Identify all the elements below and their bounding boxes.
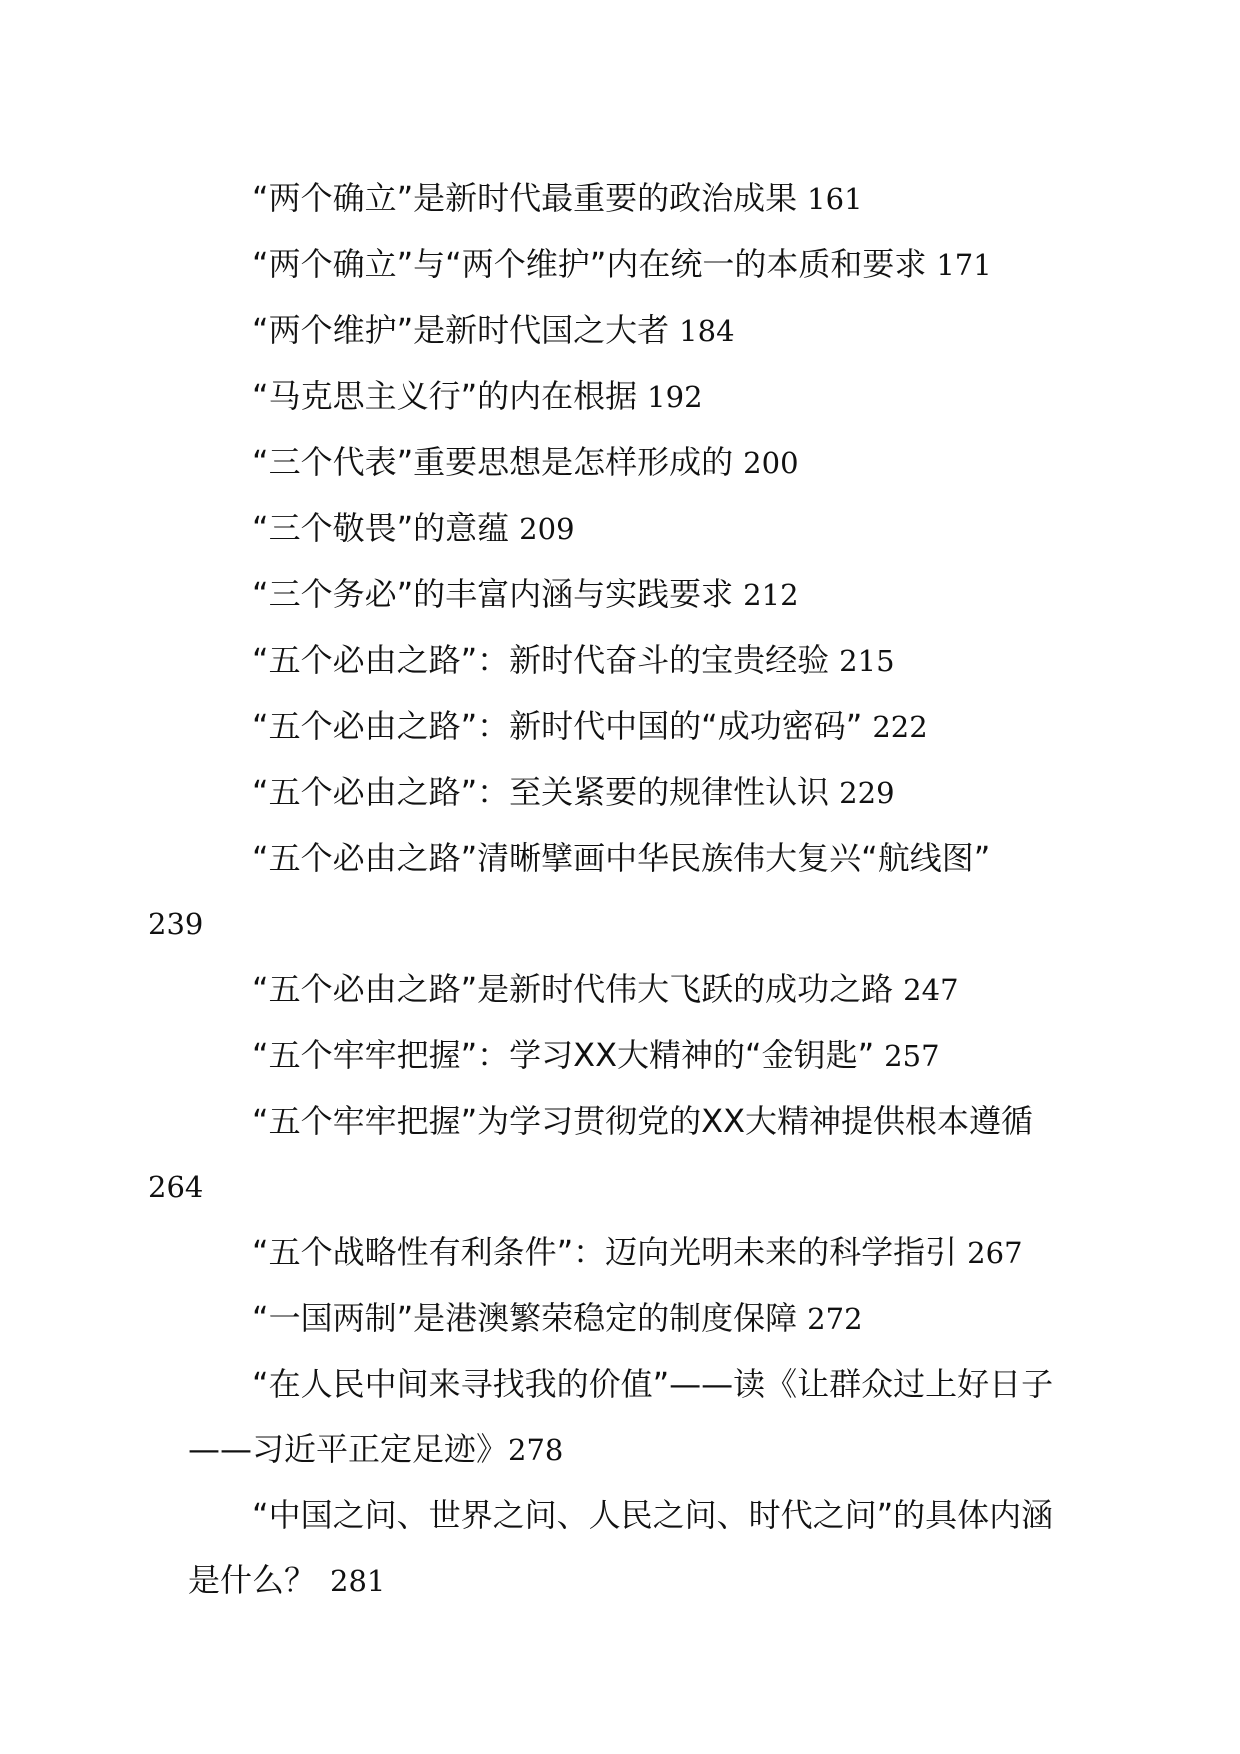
toc-entry-page: 278	[508, 1433, 564, 1467]
toc-entry[interactable]	[188, 694, 1058, 760]
toc-entry-title: “两个确立”与“两个维护”内在统一的本质和要求	[252, 245, 927, 283]
toc-entry-page: 200	[743, 446, 799, 480]
toc-entry-title: “五个必由之路”：至关紧要的规律性认识	[252, 773, 830, 811]
table-of-contents	[148, 166, 1058, 1614]
toc-entry[interactable]	[188, 364, 1058, 430]
toc-entry-page: 239	[148, 907, 204, 941]
toc-entry-title: “在人民中间来寻找我的价值”——读《让群众过上好日子——习近平正定足迹》	[188, 1365, 1054, 1468]
toc-entry-page: 192	[647, 380, 703, 414]
toc-entry-title: “马克思主义行”的内在根据	[252, 377, 638, 415]
toc-entry[interactable]	[188, 1286, 1058, 1352]
toc-entry-page: 229	[839, 776, 895, 810]
toc-entry-title: “五个牢牢把握”为学习贯彻党的XX大精神提供根本遵循	[252, 1102, 1034, 1140]
toc-entry-page: 247	[903, 973, 959, 1007]
toc-entry[interactable]	[148, 826, 1058, 957]
toc-entry-title: “三个敬畏”的意蕴	[252, 509, 510, 547]
toc-entry-title: “两个维护”是新时代国之大者	[252, 311, 670, 349]
toc-entry[interactable]	[188, 1483, 1058, 1614]
toc-entry[interactable]	[188, 760, 1058, 826]
toc-entry-title: “三个务必”的丰富内涵与实践要求	[252, 575, 734, 613]
toc-entry-title: “中国之问、世界之问、人民之问、时代之问”的具体内涵是什么？	[188, 1496, 1054, 1599]
toc-entry[interactable]	[188, 1220, 1058, 1286]
toc-entry-page: 215	[839, 644, 895, 678]
toc-entry-page: 222	[872, 710, 928, 744]
toc-entry-title: “两个确立”是新时代最重要的政治成果	[252, 179, 798, 217]
toc-entry[interactable]	[188, 298, 1058, 364]
toc-entry-page: 161	[807, 182, 863, 216]
toc-entry[interactable]	[188, 628, 1058, 694]
toc-entry[interactable]	[188, 1352, 1058, 1483]
toc-entry[interactable]	[188, 957, 1058, 1023]
toc-entry-title: “五个战略性有利条件”：迈向光明未来的科学指引	[252, 1233, 958, 1271]
toc-entry-page: 209	[519, 512, 575, 546]
toc-entry-page: 257	[884, 1039, 940, 1073]
toc-entry-page: 272	[807, 1302, 863, 1336]
toc-entry-title: “五个必由之路”清晰擘画中华民族伟大复兴“航线图”	[252, 839, 991, 877]
toc-entry[interactable]	[188, 166, 1058, 232]
toc-entry[interactable]	[188, 1023, 1058, 1089]
toc-entry-page: 267	[967, 1236, 1023, 1270]
toc-entry[interactable]	[148, 1089, 1058, 1220]
toc-entry-page: 212	[743, 578, 799, 612]
toc-entry-title: “五个必由之路”：新时代奋斗的宝贵经验	[252, 641, 830, 679]
toc-entry-title: “五个牢牢把握”：学习XX大精神的“金钥匙”	[252, 1036, 875, 1074]
toc-entry[interactable]	[188, 496, 1058, 562]
toc-entry-title: “三个代表”重要思想是怎样形成的	[252, 443, 734, 481]
toc-entry-page: 184	[679, 314, 735, 348]
toc-entry[interactable]	[188, 562, 1058, 628]
toc-entry-title: “五个必由之路”是新时代伟大飞跃的成功之路	[252, 970, 894, 1008]
toc-entry-title: “五个必由之路”：新时代中国的“成功密码”	[252, 707, 863, 745]
toc-entry-page: 264	[148, 1170, 204, 1204]
toc-entry[interactable]	[188, 232, 1058, 298]
toc-entry[interactable]	[188, 430, 1058, 496]
toc-entry-page: 171	[936, 248, 992, 282]
toc-entry-title: “一国两制”是港澳繁荣稳定的制度保障	[252, 1299, 798, 1337]
toc-entry-page: 281	[330, 1564, 386, 1598]
